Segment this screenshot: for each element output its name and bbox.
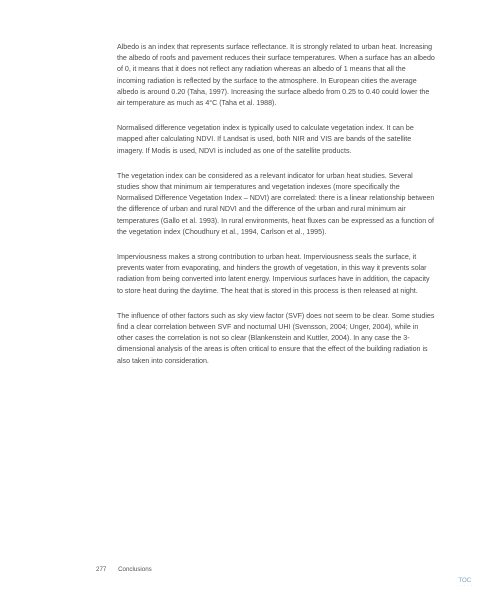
paragraph-vegetation-index: The vegetation index can be considered as a relevant indicator for urban heat studies. Several studies show that minimum air temperatures and vegetation indexes (more specifically the Normalised Difference Vegetation Index – NDVI) are correlated: there is a linear relationship between the difference of urban and rural NDVI and the difference of the urban and rural minimum air temperatures (Gallo et al. 1993). In rural environments, heat fluxes can be expressed as a function of the vegetation index (Choudhury et al., 1994, Carlson et al., 1995).	[117, 171, 435, 236]
paragraph-albedo: Albedo is an index that represents surface reflectance. It is strongly related to urban heat. Increasing the albedo of roofs and pavement reduces their surface temperatures. When a surface has an albedo of 0, it means that it does not reflect any radiation whereas an albedo of 1 means that all the incoming radiation is reflected by the surface to the atmosphere. In European cities the average albedo is around 0.20 (Taha, 1997). Increasing the surface albedo from 0.25 to 0.40 could lower the air temperature as much as 4°C (Taha et al. 1988).	[117, 43, 435, 108]
paragraph-imperviousness: Imperviousness makes a strong contribution to urban heat. Imperviousness seals the surface, it prevents water from evaporating, and hinders the growth of vegetation, in this way it prevents solar radiation from being converted into latent energy. Impervious surfaces have in addition, the capacity to store heat during the daytime. The heat that is stored in this process is then released at night.	[117, 253, 430, 295]
paragraph-sky-view-factor: The influence of other factors such as sky view factor (SVF) does not seem to be clear. Some studies find a clear correlation between SVF and nocturnal UHI (Svensson, 2004; Unger, 2004), while in other cases the correlation is not so clear (Blankenstein and Kuttler, 2004). In any case the 3-dimensional analysis of the areas is often critical to ensure that the effect of the building radiation is also taken into consideration.	[117, 311, 435, 365]
paragraph-ndvi: Normalised difference vegetation index is typically used to calculate vegetation index. It can be mapped after calculating NDVI. If Landsat is used, both NIR and VIS are bands of the satellite imagery. If Modis is used, NDVI is included as one of the satellite products.	[117, 124, 414, 155]
page-number: 277	[96, 566, 107, 573]
toc-dots: · · · · ·	[457, 583, 473, 588]
body-text	[117, 42, 435, 381]
toc-link[interactable]	[457, 577, 473, 588]
page-footer	[96, 566, 152, 573]
section-title: Conclusions	[118, 566, 152, 573]
toc-label: TOC	[458, 577, 472, 584]
